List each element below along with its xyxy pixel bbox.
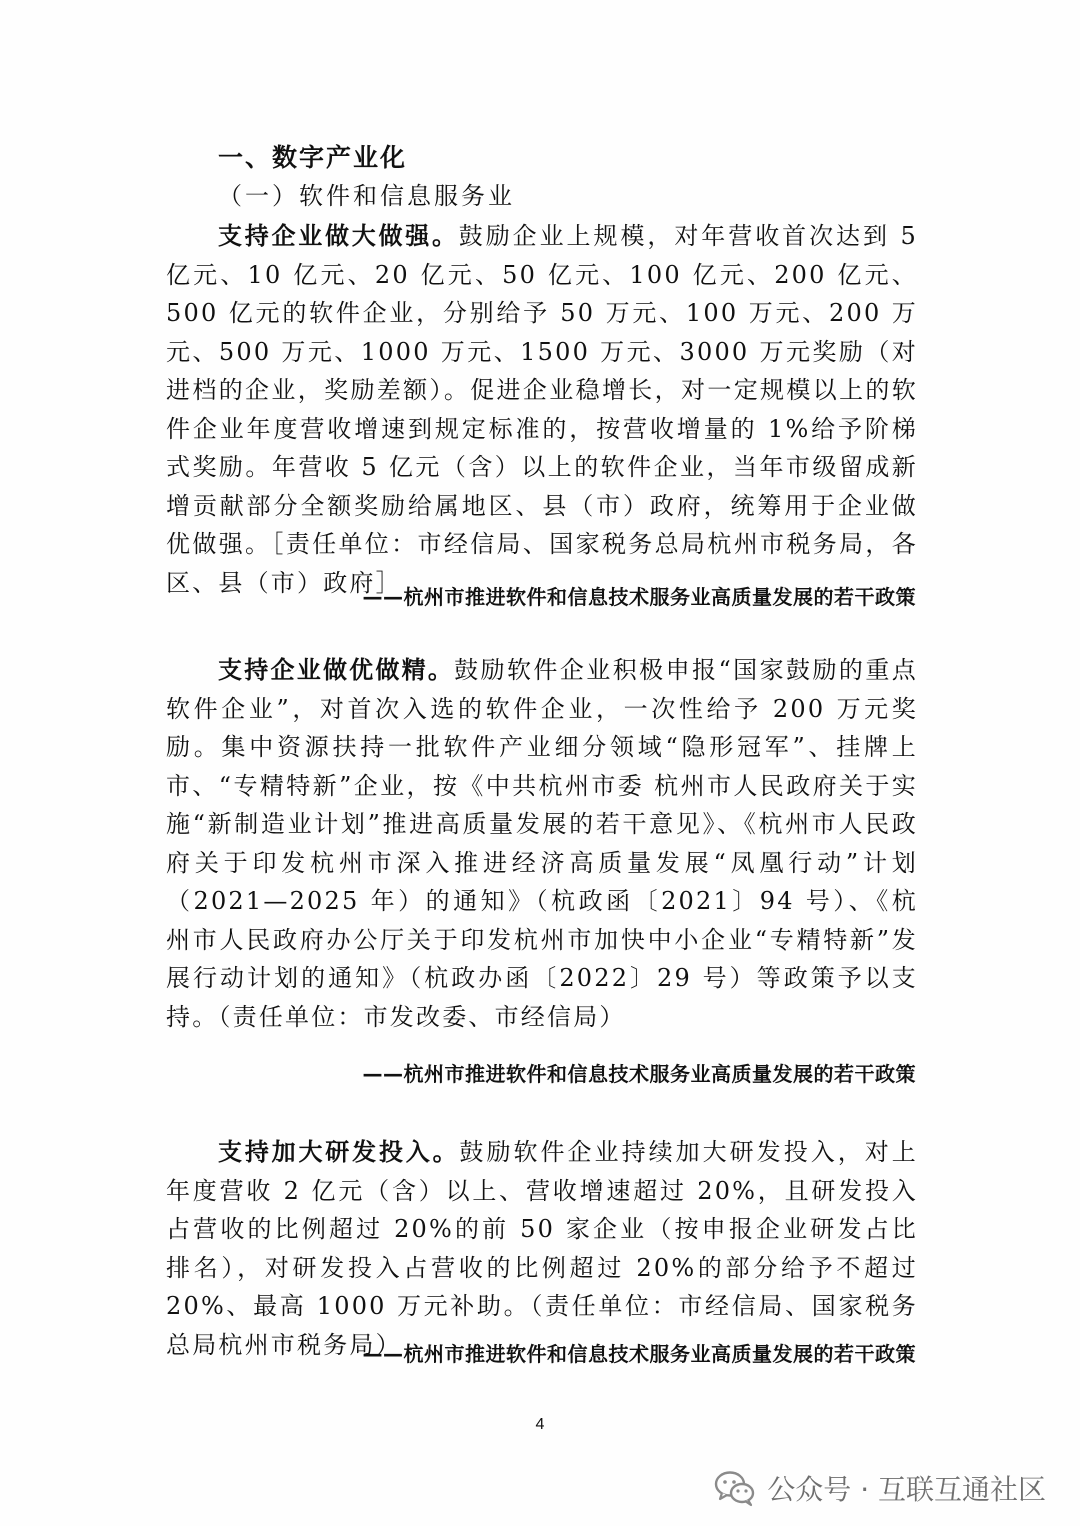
policy-paragraph-3 — [166, 1133, 918, 1364]
wechat-icon — [713, 1468, 757, 1508]
paragraph-lead: 支持企业做大做强。 — [218, 222, 459, 250]
section-heading: 一、数字产业化 — [218, 143, 408, 172]
policy-paragraph-2 — [166, 651, 918, 1036]
policy-source-2: ——杭州市推进软件和信息技术服务业高质量发展的若干政策 — [362, 1062, 916, 1086]
policy-paragraph-1 — [166, 217, 918, 602]
paragraph-lead: 支持加大研发投入。 — [218, 1138, 460, 1166]
policy-source-3: ——杭州市推进软件和信息技术服务业高质量发展的若干政策 — [362, 1342, 916, 1366]
paragraph-body: 鼓励企业上规模，对年营收首次达到 5 亿元、10 亿元、20 亿元、50 亿元、100 亿元、200 亿元、500 亿元的软件企业，分别给予 50 万元、100 万元、200 万元、500 万元、1000 万元、1500 万元、3000 万元奖励（对进档的企业，奖励差额）。促进企业稳增长，对一定规模以上的软件企业年度营收增速到规定标准的，按营收增量的 1%给予阶梯式奖励。年营收 5 亿元（含）以上的软件企业，当年市级留成新增贡献部分全额奖励给属地区、县（市）政府，统筹用于企业做优做强。［责任单位：市经信局、国家税务总局杭州市税务局，各区、县（市）政府］ — [166, 222, 918, 597]
paragraph-body: 鼓励软件企业持续加大研发投入，对上年度营收 2 亿元（含）以上、营收增速超过 20%，且研发投入占营收的比例超过 20%的前 50 家企业（按申报企业研发占比排名），对研发投入占营收的比例超过 20%的部分给予不超过 20%、最高 1000 万元补助。（责任单位：市经信局、国家税务总局杭州市税务局） — [166, 1138, 919, 1359]
paragraph-body: 鼓励软件企业积极申报“国家鼓励的重点软件企业”，对首次入选的软件企业，一次性给予 200 万元奖励。集中资源扶持一批软件产业细分领域“隐形冠军”、挂牌上市、“专精特新”企业，按《中共杭州市委 杭州市人民政府关于实施“新制造业计划”推进高质量发展的若干意见》、《杭州市人民政府关于印发杭州市深入推进经济高质量发展“凤凰行动”计划（2021—2025 年）的通知》（杭政函〔2021〕94 号）、《杭州市人民政府办公厅关于印发杭州市加快中小企业“专精特新”发展行动计划的通知》（杭政办函〔2022〕29 号）等政策予以支持。（责任单位：市发改委、市经信局） — [166, 656, 918, 1031]
page-number: 4 — [535, 1416, 545, 1433]
watermark-text: 公众号 · 互联互通社区 — [767, 1473, 1046, 1506]
account-watermark — [713, 1468, 1046, 1508]
policy-source-1: ——杭州市推进软件和信息技术服务业高质量发展的若干政策 — [362, 585, 916, 609]
paragraph-lead: 支持企业做优做精。 — [218, 656, 455, 684]
subsection-heading: （一）软件和信息服务业 — [218, 182, 515, 210]
